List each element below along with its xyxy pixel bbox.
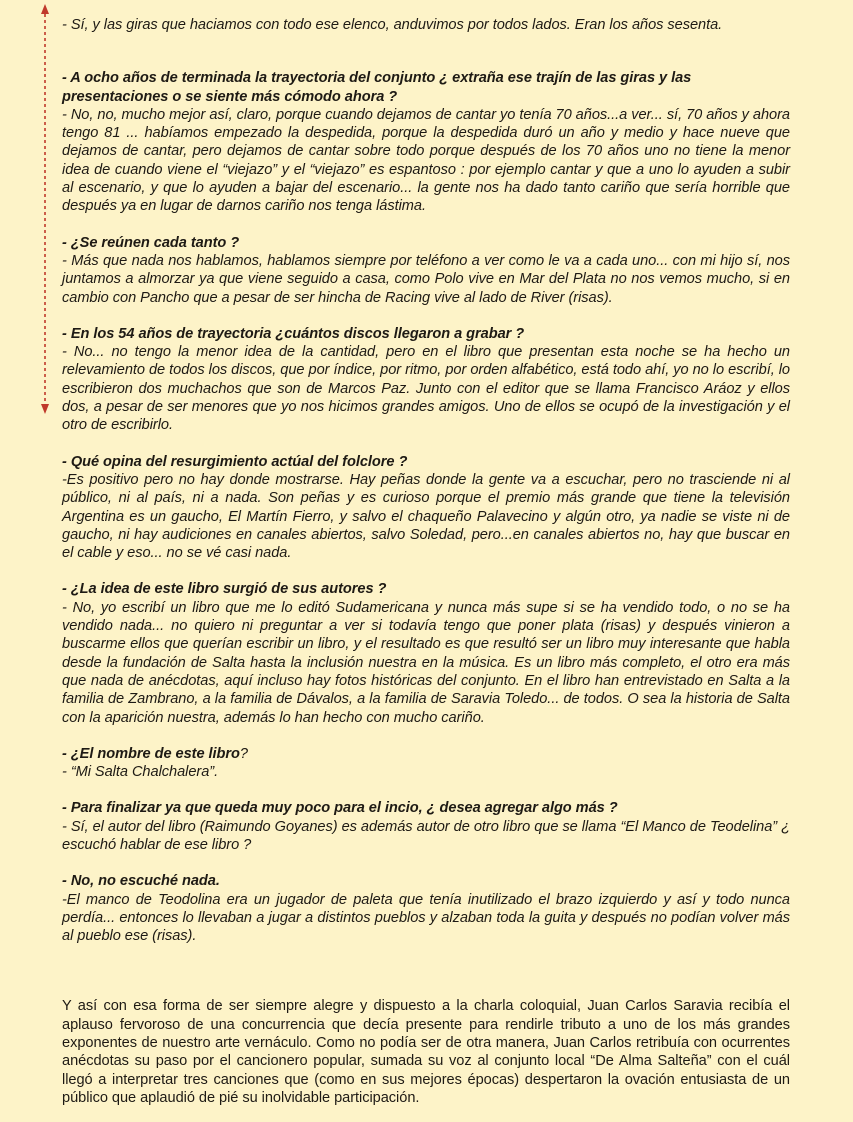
qa-block-2 xyxy=(62,69,790,215)
qa-block-9 xyxy=(62,872,790,945)
answer-text: - Sí, y las giras que haciamos con todo ese elenco, anduvimos por todos lados. Eran los años sesenta. xyxy=(62,17,723,33)
answer-text: - No, no, mucho mejor así, claro, porque cuando dejamos de cantar yo tenía 70 años...a ver... sí, 70 años y ahora tengo 81 ... habíamos empezado la despedida, porque la despedida duró un año y medio y hace nueve que dejamos de cantar, pero dejamos de cantar sobre todo porque después de los 70 años uno no tiene la menor idea de cuando viene el “viejazo” y el “viejazo” es espantoso : por ejemplo cantar y que a uno lo ayuden a subir al escenario, y que lo ayuden a bajar del escenario... la gente nos ha dado tanto cariño que sería horrible que después ya en lugar de darnos cariño nos tenga lástima. xyxy=(62,106,790,215)
qa-block-4 xyxy=(62,325,790,435)
question-text: - ¿Se reúnen cada tanto ? xyxy=(62,234,240,251)
question-text: - No, no escuché nada. xyxy=(62,873,220,890)
double-arrow-marker xyxy=(40,4,50,414)
qa-block-7 xyxy=(62,745,790,782)
closing-paragraph: Y así con esa forma de ser siempre alegre y dispuesto a la charla coloquial, Juan Carlos Saravia recibía el aplauso fervoroso de una concurrencia que decía presente para rendirle tributo a uno de los más grandes exponentes de nuestro arte vernáculo. Como no podía ser de otra manera, Juan Carlos retribuía con ocurrentes anécdotas su paso por el cancionero popular, sumada su voz al conjunto local “De Alma Salteña” con el cuál llegó a interpretar tres canciones que (como en sus mejores épocas) despertaron la ovación entusiasta de un público que aplaudió de pié su inolvidable participación. xyxy=(62,998,790,1106)
question-text: - Qué opina del resurgimiento actúal del folclore ? xyxy=(62,453,408,470)
answer-text: - No... no tengo la menor idea de la cantidad, pero en el libro que presentan esta noche se ha hecho un relevamiento de todos los discos, que por índice, por ritmo, por orden alfabético, está todo ahí, yo no lo escribí, lo escribieron dos muchachos que son de Marcos Paz. Junto con el editor que se llama Francisco Aráoz y ellos dos, a pesar de ser menores que yo nos hicimos grandes amigos. Uno de ellos se ocupó de la investigación y el otro de escribirlo. xyxy=(62,344,790,434)
question-text: - Para finalizar ya que queda muy poco para el incio, ¿ desea agregar algo más ? xyxy=(62,800,618,817)
question-text: - A ocho años de terminada la trayectoria del conjunto ¿ extraña ese trajín de las giras y las presentaciones o se siente más cómodo ahora ? xyxy=(62,70,692,105)
question-text: - En los 54 años de trayectoria ¿cuántos discos llegaron a grabar ? xyxy=(62,325,525,342)
qa-block-1 xyxy=(62,16,790,34)
answer-text: - Sí, el autor del libro (Raimundo Goyanes) es además autor de otro libro que se llama “El Manco de Teodelina” ¿ escuchó hablar de ese libro ? xyxy=(62,818,790,853)
qa-block-6 xyxy=(62,580,790,726)
answer-text: - “Mi Salta Chalchalera”. xyxy=(62,764,219,781)
qa-block-3 xyxy=(62,234,790,307)
question-text: - ¿La idea de este libro surgió de sus autores ? xyxy=(62,581,387,598)
question-text: - ¿El nombre de este libro xyxy=(62,745,240,762)
qa-block-8 xyxy=(62,799,790,854)
question-line xyxy=(62,745,790,763)
answer-text: -Es positivo pero no hay donde mostrarse. Hay peñas donde la gente va a escuchar, pero no trasciende ni al público, ni al país, ni a nada. Son peñas y es curioso porque el premio más grande que tiene la televisión Argentina es un gaucho, El Martín Fierro, y salvo el chaqueño Palavecino y algún otro, ya nadie se viste ni de gaucho, ni hay audiciones en canales abiertos, salvo Soledad, pero...en canales abiertos no, hay que buscar en el cable y eso... no se vé casi nada. xyxy=(62,471,790,562)
question-mark: ? xyxy=(239,745,248,762)
answer-text: - No, yo escribí un libro que me lo editó Sudamericana y nunca más supe si se ha vendido todo, o no se ha vendido nada... no quiero ni preguntar a ver si todavía tengo que poner plata (risas) y después vinieron a buscarme ellos que querían escribir un libro, y el resultado es que resultó ser un libro muy interesante que habla desde la fundación de Salta hasta la inclusión nuestra en la música. Es un libro más completo, el otro era más que nada de anécdotas, aquí incluso hay fotos históricas del conjunto. En el libro han entrevistado en Salta a la familia de Zambrano, a la familia de Dávalos, a la familia de Saravia Toledo... de todos. O sea la historia de Salta con la aparición nuestra, además lo han hecho con mucho cariño. xyxy=(62,599,790,726)
qa-block-5 xyxy=(62,453,790,563)
answer-text: - Más que nada nos hablamos, hablamos siempre por teléfono a ver como le va a cada uno... con mi hijo sí, nos juntamos a almorzar ya que viene seguido a casa, como Polo vive en Mar del Plata no nos vemos mucho, si en cambio con Pancho que a pesar de ser hincha de Racing vive al lado de River (risas). xyxy=(62,252,790,306)
answer-text: -El manco de Teodolina era un jugador de paleta que tenía inutilizado el brazo izquierdo y así y todo nunca perdía... entonces lo llevaban a jugar a distintos pueblos y alzaban toda la guita y después no podían volver más al pueblo ese (risas). xyxy=(62,891,790,945)
article-body xyxy=(62,16,790,1122)
